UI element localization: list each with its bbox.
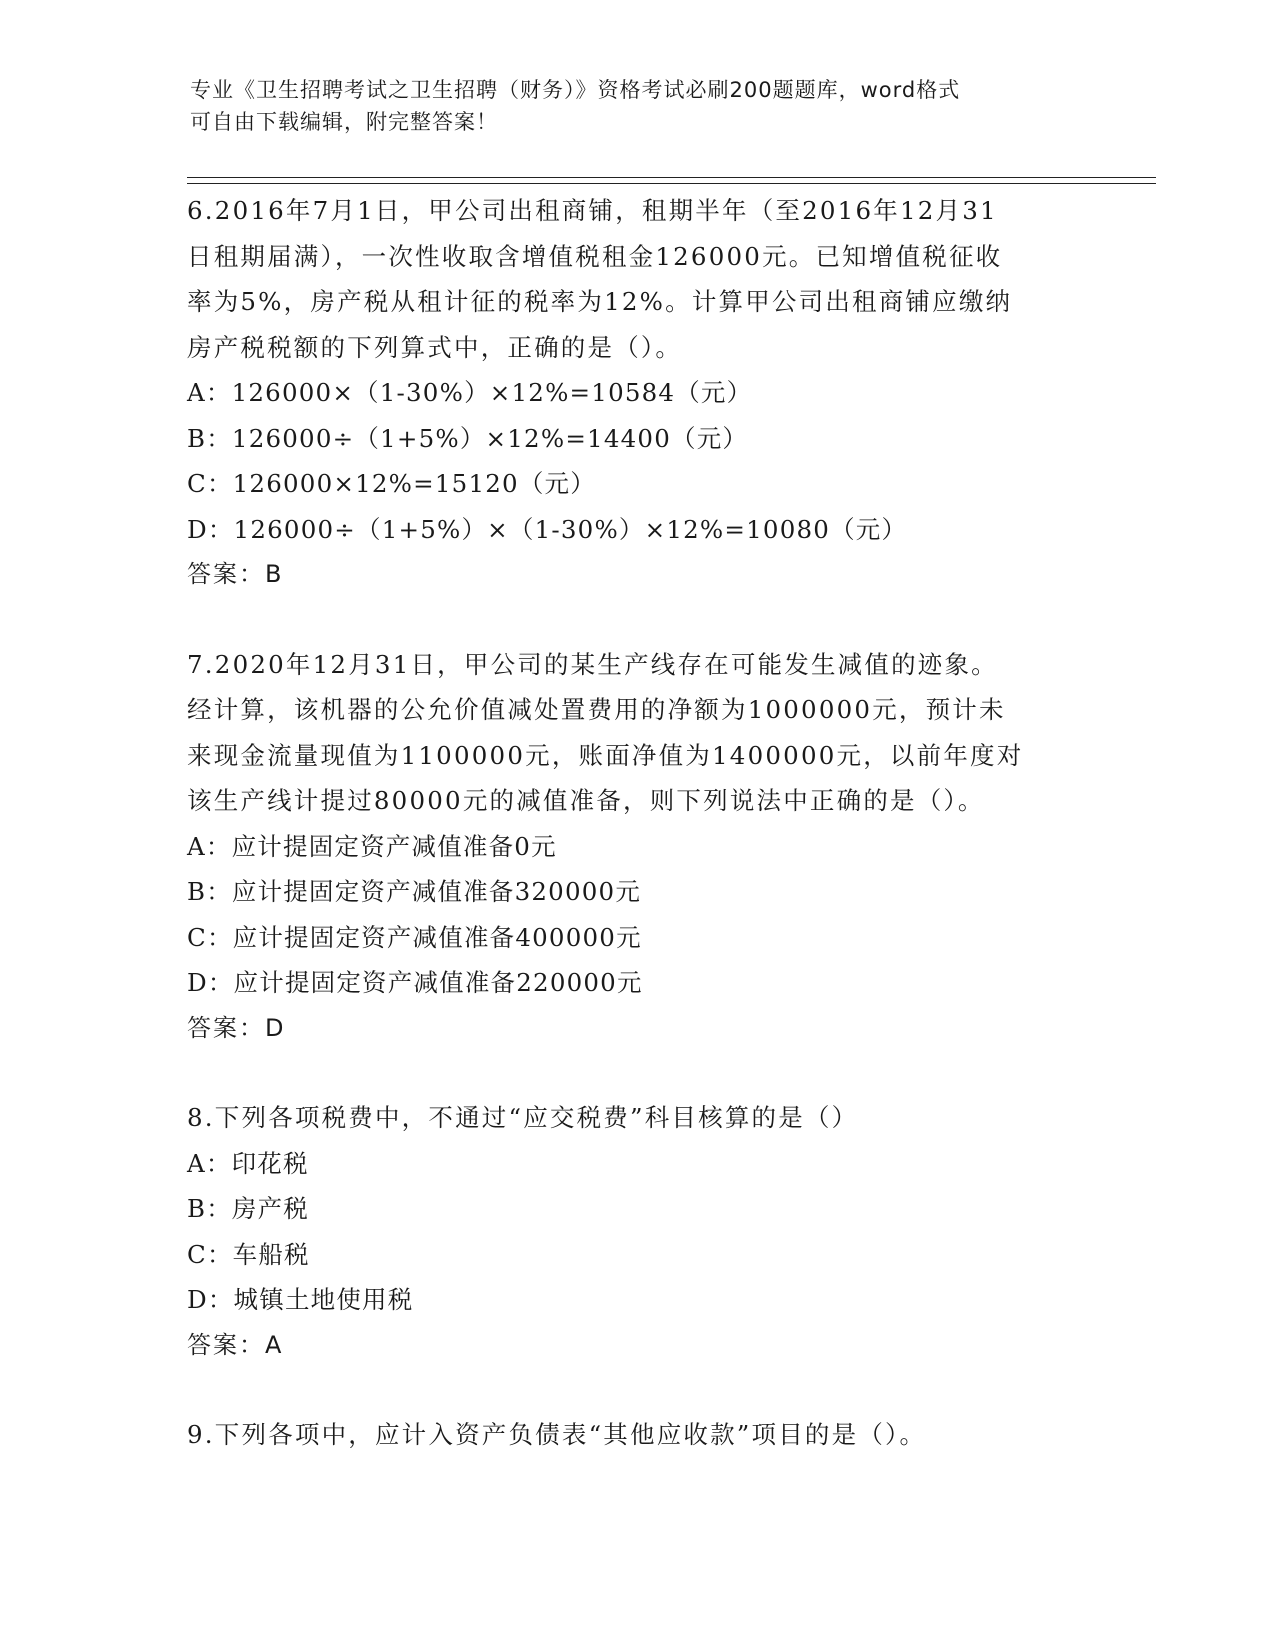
question-stem-line: 该生产线计提过80000元的减值准备，则下列说法中正确的是（）。 xyxy=(187,786,985,815)
answer-line: 答案：B xyxy=(187,560,284,588)
header-title-line-2: 可自由下载编辑，附完整答案！ xyxy=(190,110,498,134)
question-list xyxy=(187,188,1087,1458)
option-a: A：126000×（1-30%）×12%=10584（元） xyxy=(187,378,753,407)
question-8 xyxy=(187,1095,1087,1368)
question-stem-line: 7.2020年12月31日，甲公司的某生产线存在可能发生减值的迹象。 xyxy=(187,649,998,679)
question-stem-line: 6.2016年7月1日，甲公司出租商铺，租期半年（至2016年12月31 xyxy=(187,196,998,225)
header-divider-top xyxy=(187,177,1156,178)
question-spacer xyxy=(187,1051,1087,1095)
document-header xyxy=(190,74,1070,138)
option-c: C：应计提固定资产减值准备400000元 xyxy=(187,922,642,952)
option-c: C：126000×12%=15120（元） xyxy=(187,469,596,498)
header-title-line-1: 专业《卫生招聘考试之卫生招聘（财务）》资格考试必刷200题题库，word格式 xyxy=(190,78,961,102)
option-d: D：应计提固定资产减值准备220000元 xyxy=(187,968,643,997)
option-b: B：126000÷（1+5%）×12%=14400（元） xyxy=(187,423,749,453)
answer-line: 答案：D xyxy=(187,1013,286,1042)
question-stem-line: 8.下列各项税费中，不通过“应交税费”科目核算的是（） xyxy=(187,1103,859,1132)
option-a: A：应计提固定资产减值准备0元 xyxy=(187,831,557,861)
option-c: C：车船税 xyxy=(187,1239,310,1269)
question-stem-line: 经计算，该机器的公允价值减处置费用的净额为1000000元，预计未 xyxy=(187,695,1006,724)
question-spacer xyxy=(187,1368,1087,1412)
question-stem-line: 房产税税额的下列算式中，正确的是（）。 xyxy=(187,332,683,362)
header-divider-bottom xyxy=(187,183,1156,184)
option-b: B：应计提固定资产减值准备320000元 xyxy=(187,877,642,906)
question-9 xyxy=(187,1412,1087,1458)
answer-line: 答案：A xyxy=(187,1330,284,1359)
question-6 xyxy=(187,188,1087,598)
option-a: A：印花税 xyxy=(187,1148,309,1178)
question-stem-line: 日租期届满），一次性收取含增值税租金126000元。已知增值税征收 xyxy=(187,241,1003,271)
option-d: D：126000÷（1+5%）×（1-30%）×12%=10080（元） xyxy=(187,514,908,544)
question-stem-line: 率为5%，房产税从租计征的税率为12%。计算甲公司出租商铺应缴纳 xyxy=(187,287,1013,316)
option-d: D：城镇土地使用税 xyxy=(187,1285,414,1314)
question-stem-line: 来现金流量现值为1100000元，账面净值为1400000元，以前年度对 xyxy=(187,740,1024,770)
question-stem-line: 9.下列各项中，应计入资产负债表“其他应收款”项目的是（）。 xyxy=(187,1420,927,1449)
question-7 xyxy=(187,642,1087,1052)
question-spacer xyxy=(187,598,1087,642)
option-b: B：房产税 xyxy=(187,1194,310,1223)
